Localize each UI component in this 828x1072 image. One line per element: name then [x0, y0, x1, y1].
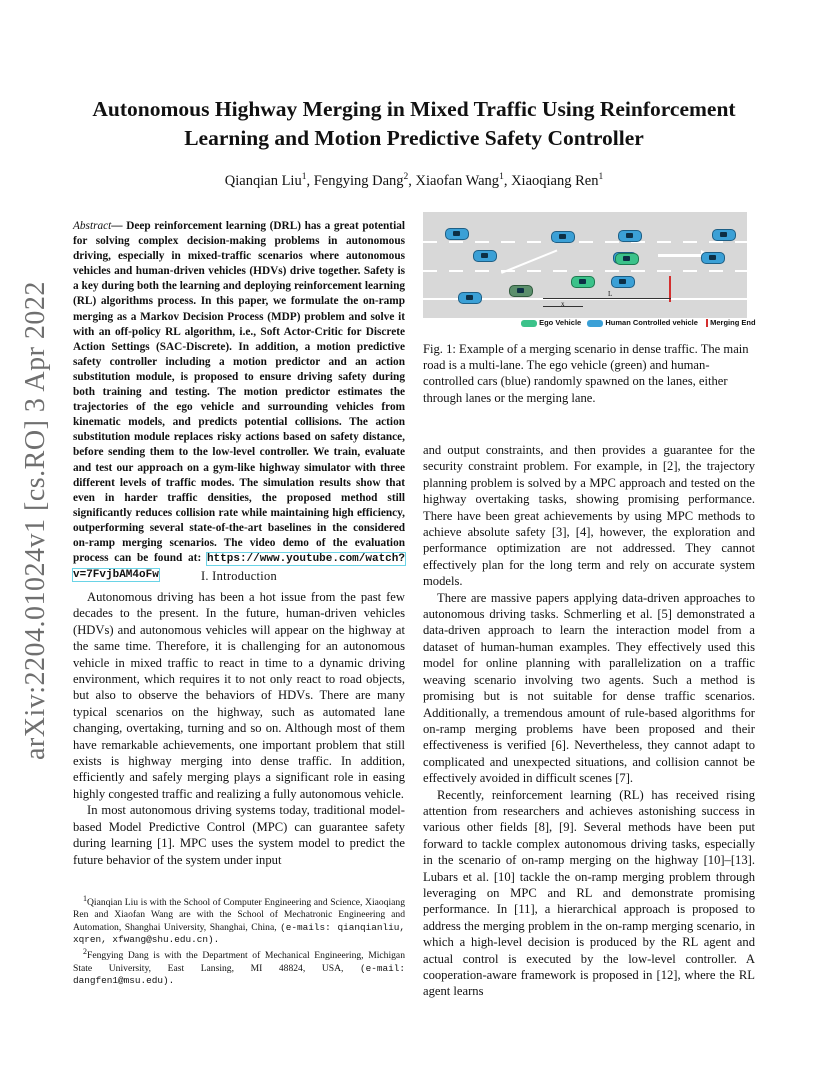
intro-column-right — [423, 442, 755, 1000]
video-link[interactable]: https://www.youtube.com/watch?v=7FvjbAM4oFw — [73, 553, 405, 582]
paper-title: Autonomous Highway Merging in Mixed Traffic Using Reinforcement Learning and Motion Predictive Safety Controller — [92, 97, 736, 150]
footnotes: $^1$Qianqian Liu is with the School of Computer Engineering and Science, Xiaoqiang Ren and Xiaofan Wang are with the School of Mechatronic Engineering and Automation, Shanghai University, Shanghai, China, (e-mails: qianqianliu, xqren, xfwang@shu.edu.cn). $^2$Fengying Dang is with the Department of Mechanical Engineering, Michigan State University, East Lansing, MI 48824, USA, (e-mail: dangfen1@msu.edu). — [73, 894, 405, 987]
figure-caption: Fig. 1: Example of a merging scenario in dense traffic. The main road is a multi-lane. The ego vehicle (green) and human-controlled cars (blue) randomly spawned on the lanes, either through lanes or the merging lane. — [423, 342, 749, 405]
abstract-text: — Deep reinforcement learning (DRL) has a great potential for solving complex decision-making problems in autonomous driving, especially in mixed-traffic scenarios where autonomous vehicles and human-driven vehicles (HDVs) drive together. Safety is a key during both the learning and deploying reinforcement learning (RL) algorithms process. In this paper, we formulate the on-ramp merging as a Markov Decision Process (MDP) problem and solve it with an off-policy RL algorithm, i.e., Soft Actor-Critic for Discrete Action Settings (SAC-Discrete). In addition, a motion predictive safety controller including a motion predictor and an action substitution module, is proposed to ensure driving safety during both training and testing. The motion predictor estimates the trajectories of the ego vehicle and surrounding vehicles from kinematic models, and predicts potential collisions. The action substitution module replaces risky actions based on safety distance, before sending them to the low-level controller. We train, evaluate and test our approach on a gym-like highway simulator with three different levels of traffic modes. The simulation results show that even in harder traffic densities, the proposed method still significantly reduces collision rate while maintaining high efficiency, outperforming several state-of-the-art baselines in the considered on-ramp merging scenarios. The video demo of the evaluation process can be found at: — [73, 220, 405, 565]
figure-legend: Ego Vehicle Human Controlled vehicle Merging End — [423, 318, 747, 332]
author-name: Xiaofan Wang — [415, 172, 500, 189]
arrow-icon — [658, 254, 703, 257]
abstract-label: Abstract — [73, 220, 112, 232]
author-name: Fengying Dang — [313, 172, 404, 189]
paragraph: In most autonomous driving systems today, traditional model-based Model Predictive Control (MPC) can guarantee safety during learning [1]. MPC uses the system model to predict the future behavior of the system under input — [73, 803, 405, 867]
author-name: Xiaoqiang Ren — [511, 172, 599, 189]
intro-column-left — [73, 589, 405, 868]
merging-scenario-figure: x L Ego Vehicle Human Controlled vehicle Merging End — [423, 212, 747, 332]
author-name: Qianqian Liu — [224, 172, 302, 189]
paragraph: Autonomous driving has been a hot issue from the past few decades to the present. In the future, human-driven vehicles (HDVs) and autonomous vehicles will appear on the highway at the same time. Therefore, it is challenging for an autonomous vehicle in mixed traffic to react in time to a dynamic driving environment, which requires it to not only react to road objects, but also to observe the behaviors of HDVs. There are many typical scenarios on the highway, such as automated lane changing, overtaking, turning and so on. Although most of them have remarkable achievements, one important problem that still exists is highway merging into dense traffic. In addition, efficiently and safely merging plays a significant role in easing highly congested traffic and realizing a fully autonomous vehicle. — [73, 590, 405, 801]
section-heading: I. Introduction — [200, 569, 278, 583]
footnote-2-email: (e-mail: dangfen1@msu.edu). — [73, 962, 405, 987]
paragraph: and output constraints, and then provides a guarantee for the security constraint problem. For example, in [2], the trajectory planning problem is solved by a MPC approach and tested on the highway overtaking tasks, showing promising performance. There have been great achievements by using MPC methods to achieve absolute safety [3], [4], however, the exploration and performance optimization are not addressed. They cannot effectively plan for the long term and rely on accurate system models. — [423, 443, 755, 589]
footnote-2: Fengying Dang is with the Department of Mechanical Engineering, Michigan State University, East Lansing, MI 48824, USA, — [73, 950, 405, 974]
paragraph: There are massive papers applying data-driven approaches to autonomous driving tasks. Schmerling et al. [5] demonstrated a data-driven approach to learn the interaction model from a dataset of human-human examples. They effectively used this model for online planning with parallelization on a traffic weaving scenario involving two agents. Such a method is promising but is not suitable for dense traffic scenarios. Additionally, a tremendous amount of rule-based algorithms for on-ramp merging problems have been proposed and their effectiveness is verified [6]. Nevertheless, they cannot adapt to complicated and unexpected situations, and collision cannot be effectively avoided in difficult scenes [7]. — [423, 590, 755, 786]
arxiv-identifier: arXiv:2204.01024v1 [cs.RO] 3 Apr 2022 — [20, 281, 51, 760]
author-list: Qianqian Liu$^1$, Fengying Dang$^2$, Xiaofan Wang$^1$, Xiaoqiang Ren$^1$ — [224, 172, 604, 189]
abstract — [73, 219, 405, 583]
footnote-1-email: (e-mails: qianqianliu, xqren, xfwang@shu.edu.cn). — [73, 921, 405, 946]
footnote-1: Qianqian Liu is with the School of Computer Engineering and Science, Xiaoqiang Ren and Xiaofan Wang are with the School of Mechatronic Engineering and Automation, Shanghai University, Shanghai, China, — [73, 897, 405, 933]
paragraph: Recently, reinforcement learning (RL) has received rising attention from researchers and achieves astonishing success in various other fields [8], [9]. Several methods have been put forward to tackle complex autonomous driving tasks, especially in the scenario of on-ramp merging on the highway [10]–[13]. Lubars et al. [10] tackle the on-ramp merging problem through leveraging on MPC and RL and demonstrate promising performance. In [11], a hierarchical approach is proposed to address the merging problem in the on-ramp merging scenario, in which a high-level decision is produced by the RL agent and actual control is executed by the low-level controller. A cooperation-aware framework is proposed in [12], where the RL agent learns — [423, 787, 755, 999]
